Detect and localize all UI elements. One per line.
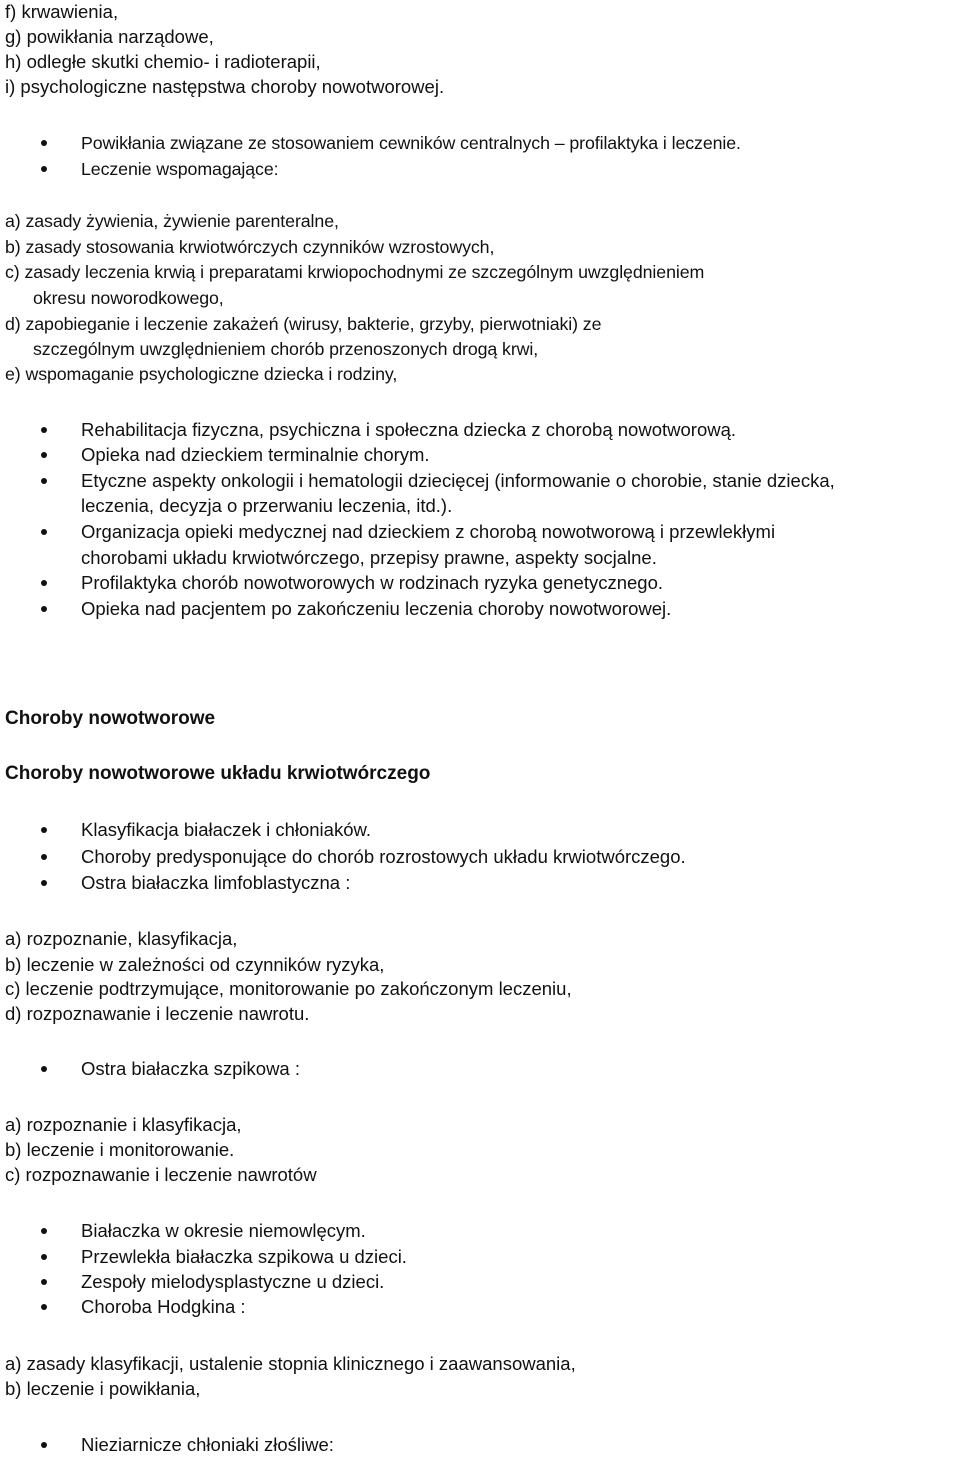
list-item: g) powikłania narządowe, (5, 26, 214, 47)
bullet-item: Nieziarnicze chłoniaki złośliwe: (81, 1434, 334, 1455)
list-item: c) leczenie podtrzymujące, monitorowanie po zakończonym leczeniu, (5, 978, 572, 999)
list-item: a) rozpoznanie, klasyfikacja, (5, 928, 238, 949)
bullet-item: Opieka nad pacjentem po zakończeniu leczenia choroby nowotworowej. (81, 598, 672, 619)
bullet-icon (41, 1066, 47, 1072)
section-subheading: Choroby nowotworowe układu krwiotwórczego (5, 763, 431, 784)
bullet-item: Etyczne aspekty onkologii i hematologii dziecięcej (informowanie o chorobie, stanie dziecka, (81, 470, 835, 491)
bullet-icon (41, 529, 47, 535)
bullet-icon (41, 140, 47, 146)
bullet-icon (41, 452, 47, 458)
bullet-item: Przewlekła białaczka szpikowa u dzieci. (81, 1246, 407, 1267)
bullet-item-continuation: leczenia, decyzja o przerwaniu leczenia, itd.). (81, 495, 453, 516)
bullet-icon (41, 1442, 47, 1448)
bullet-icon (41, 427, 47, 433)
list-item: i) psychologiczne następstwa choroby nowotworowej. (5, 76, 445, 97)
bullet-item: Białaczka w okresie niemowlęcym. (81, 1220, 366, 1241)
list-item: b) leczenie i monitorowanie. (5, 1139, 235, 1160)
bullet-icon (41, 580, 47, 586)
section-heading: Choroby nowotworowe (5, 708, 216, 729)
bullet-item: Choroby predysponujące do chorób rozrostowych układu krwiotwórczego. (81, 846, 686, 867)
list-item-continuation: szczególnym uwzględnieniem chorób przenoszonych drogą krwi, (33, 339, 539, 359)
list-item: b) zasady stosowania krwiotwórczych czynników wzrostowych, (5, 237, 495, 257)
bullet-icon (41, 1228, 47, 1234)
list-item: b) leczenie i powikłania, (5, 1378, 201, 1399)
bullet-icon (41, 854, 47, 860)
list-item: e) wspomaganie psychologiczne dziecka i rodziny, (5, 364, 398, 384)
bullet-icon (41, 880, 47, 886)
list-item: f) krwawienia, (5, 1, 119, 22)
bullet-item: Powikłania związane ze stosowaniem cewników centralnych – profilaktyka i leczenie. (81, 133, 741, 153)
list-item: a) zasady klasyfikacji, ustalenie stopnia klinicznego i zaawansowania, (5, 1353, 576, 1374)
bullet-item: Ostra białaczka limfoblastyczna : (81, 872, 351, 893)
bullet-item: Leczenie wspomagające: (81, 159, 279, 179)
bullet-item: Profilaktyka chorób nowotworowych w rodzinach ryzyka genetycznego. (81, 572, 664, 593)
bullet-icon (41, 1304, 47, 1310)
list-item-continuation: okresu noworodkowego, (33, 288, 224, 308)
list-item: a) zasady żywienia, żywienie parenteralne, (5, 211, 339, 231)
bullet-icon (41, 606, 47, 612)
list-item: b) leczenie w zależności od czynników ryzyka, (5, 954, 385, 975)
list-item: h) odległe skutki chemio- i radioterapii, (5, 51, 321, 72)
bullet-icon (41, 1279, 47, 1285)
bullet-item: Opieka nad dzieckiem terminalnie chorym. (81, 444, 430, 465)
bullet-icon (41, 1254, 47, 1260)
list-item: c) zasady leczenia krwią i preparatami krwiopochodnymi ze szczególnym uwzględnieniem (5, 262, 705, 282)
bullet-icon (41, 827, 47, 833)
bullet-item: Rehabilitacja fizyczna, psychiczna i społeczna dziecka z chorobą nowotworową. (81, 419, 737, 440)
bullet-icon (41, 478, 47, 484)
bullet-icon (41, 166, 47, 172)
bullet-item: Choroba Hodgkina : (81, 1296, 246, 1317)
bullet-item: Organizacja opieki medycznej nad dzieckiem z chorobą nowotworową i przewlekłymi (81, 521, 776, 542)
list-item: d) zapobieganie i leczenie zakażeń (wirusy, bakterie, grzyby, pierwotniaki) ze (5, 314, 602, 334)
bullet-item: Zespoły mielodysplastyczne u dzieci. (81, 1271, 385, 1292)
bullet-item: Ostra białaczka szpikowa : (81, 1058, 301, 1079)
bullet-item: Klasyfikacja białaczek i chłoniaków. (81, 819, 371, 840)
list-item: c) rozpoznawanie i leczenie nawrotów (5, 1164, 317, 1185)
list-item: a) rozpoznanie i klasyfikacja, (5, 1114, 242, 1135)
list-item: d) rozpoznawanie i leczenie nawrotu. (5, 1003, 310, 1024)
bullet-item-continuation: chorobami układu krwiotwórczego, przepisy prawne, aspekty socjalne. (81, 547, 657, 568)
